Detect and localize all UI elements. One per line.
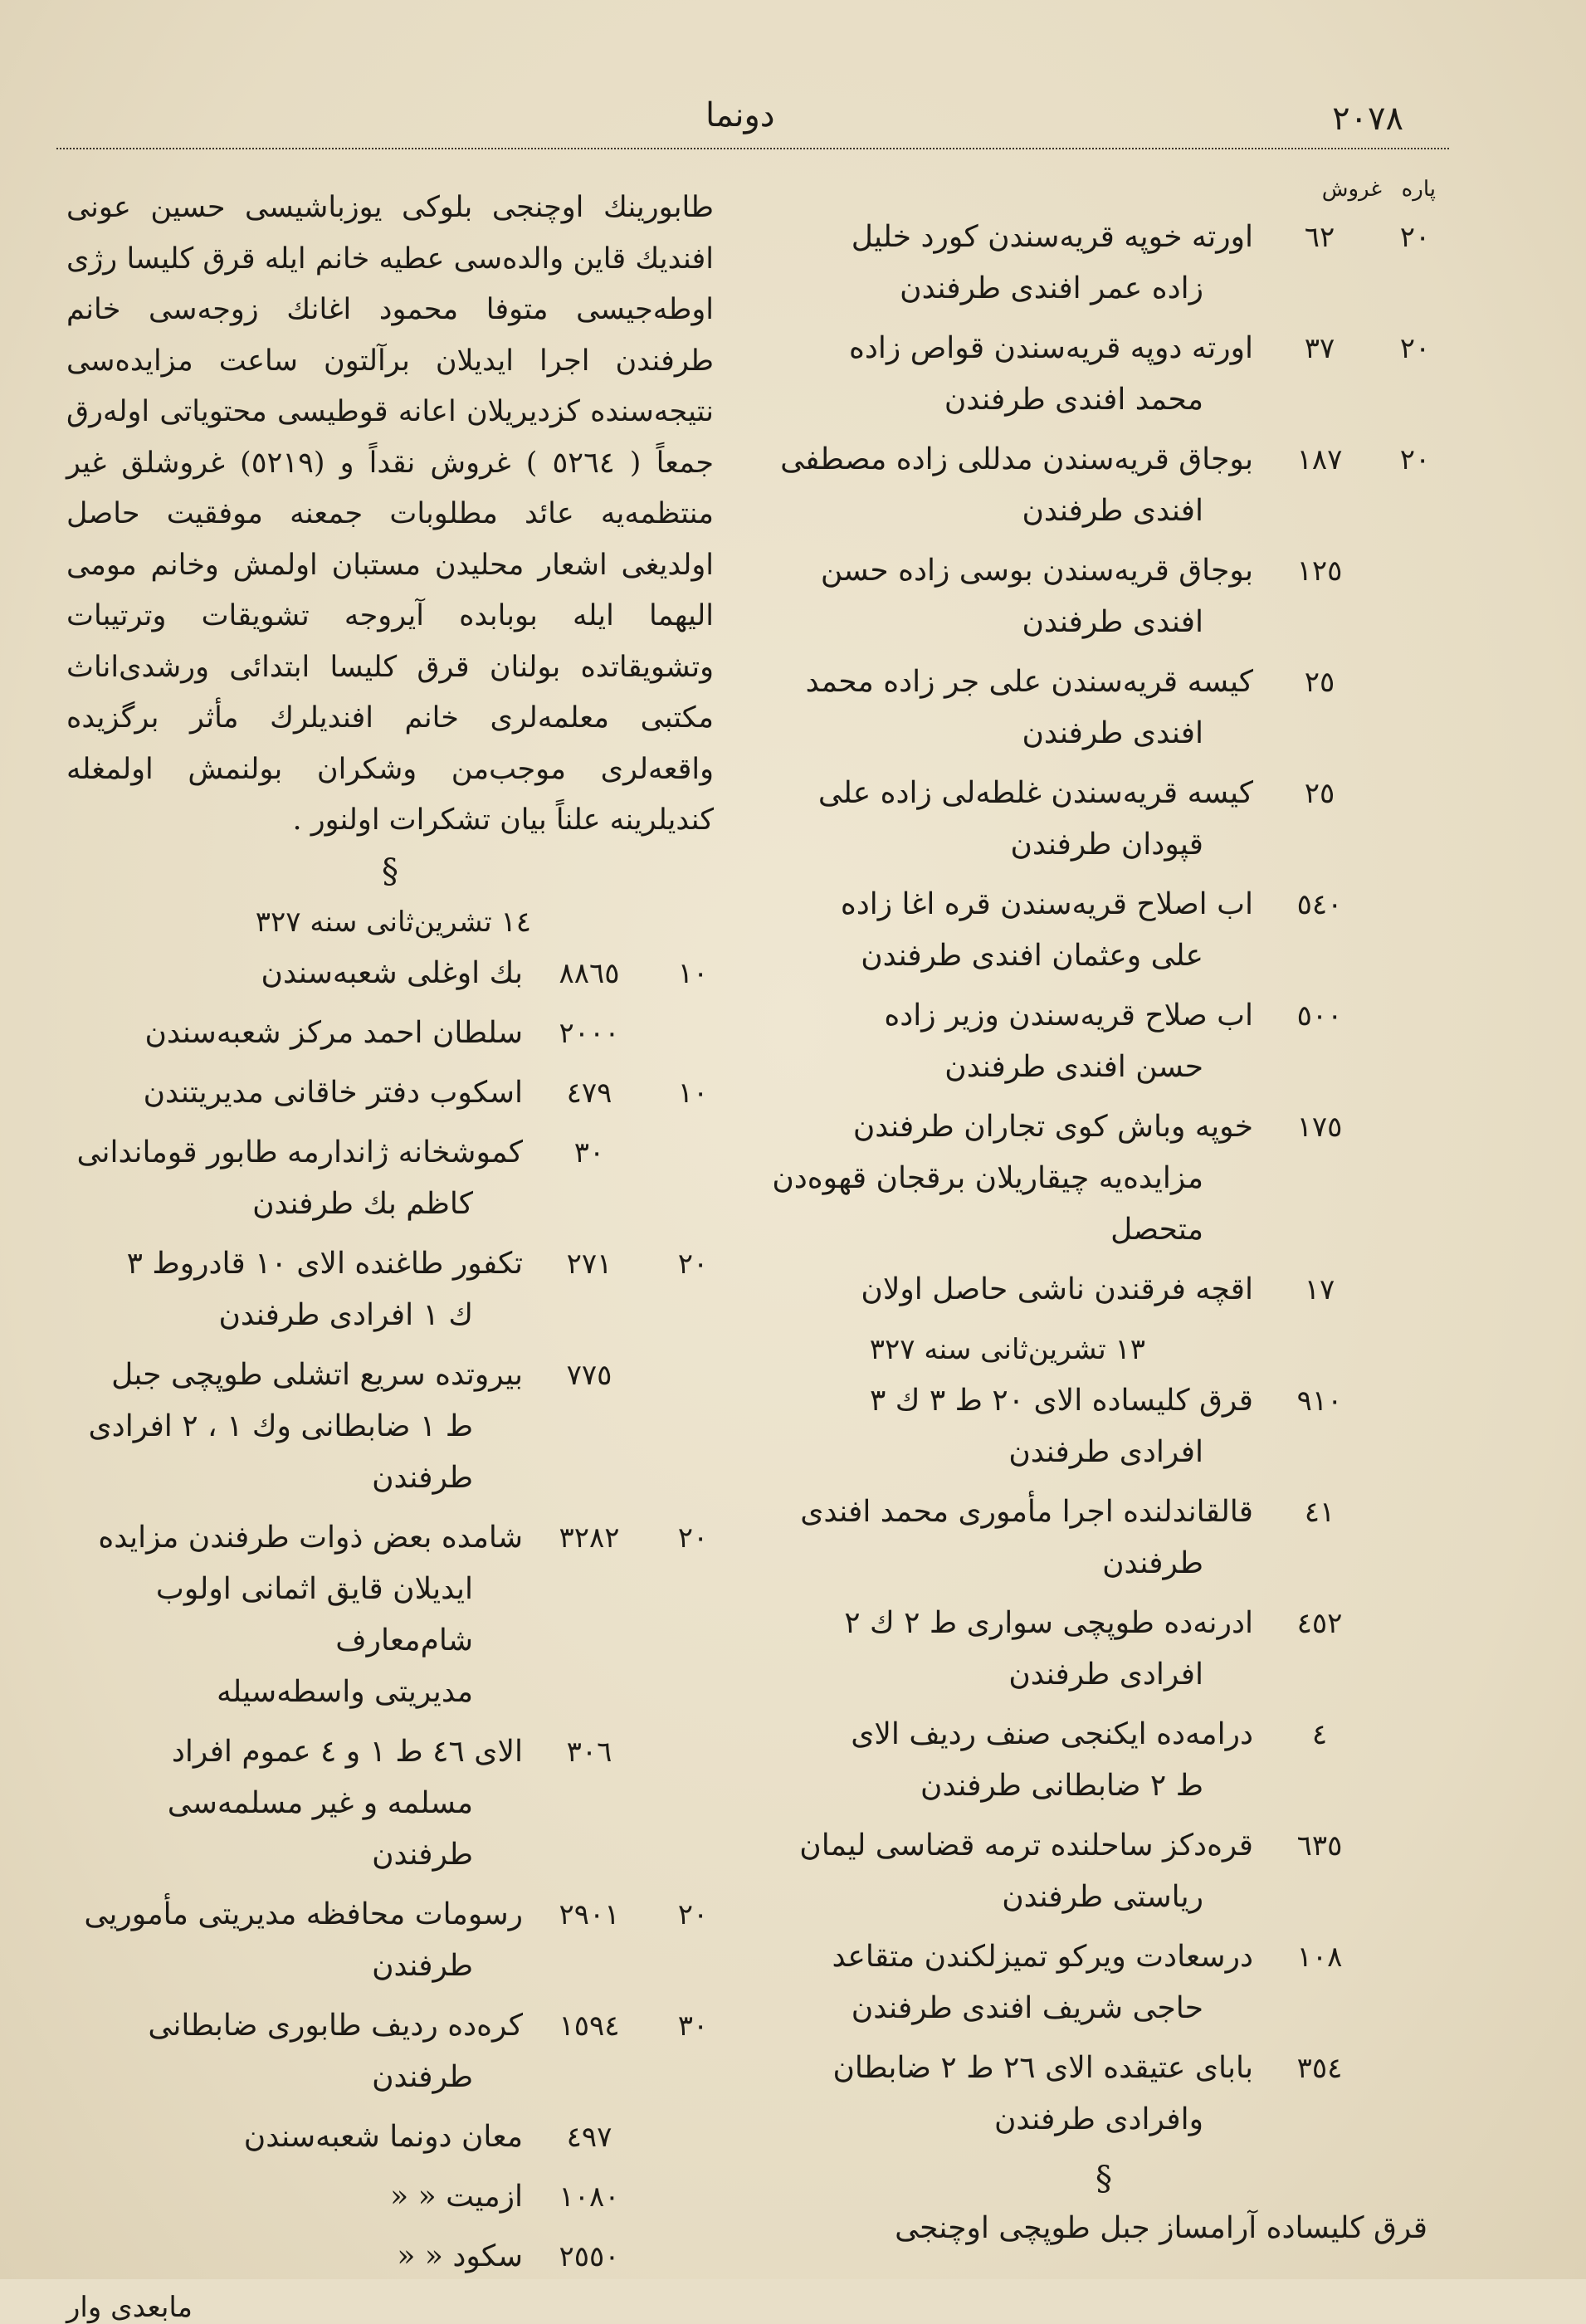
ledger-entry [772, 1101, 1436, 1256]
entry-line: محمد افندی طرفندن [944, 383, 1203, 417]
amount-gurush: ٦٣٥ [1296, 1829, 1343, 1863]
entry-line: افرادی طرفندن [1008, 1435, 1203, 1469]
amount [1270, 2043, 1436, 2094]
amount [1270, 323, 1436, 374]
entry-text [66, 1008, 523, 1059]
entry-line: بك اوغلی شعبه‌سندن [261, 955, 523, 990]
ledger-entry [772, 1931, 1436, 2034]
amount [539, 948, 714, 999]
entry-text [772, 657, 1253, 759]
amount [1270, 879, 1436, 930]
amount-para: ٢٠ [677, 1521, 709, 1555]
amount-gurush: ٤ [1311, 1718, 1328, 1751]
amount-para [672, 2231, 714, 2282]
entry-line: طرفندن [372, 2059, 473, 2094]
amount-para: ١٠ [677, 1076, 709, 1110]
amount-para [1394, 2043, 1436, 2094]
amount-para [672, 1726, 714, 1778]
ledger-entry [772, 212, 1436, 315]
entry-line: افندی طرفندن [1022, 494, 1203, 528]
entry-line: قپودان طرفندن [1010, 828, 1203, 862]
amount-para: ٢٠ [1399, 221, 1431, 254]
ledger-entry [66, 1512, 714, 1718]
ledger-entry [772, 2043, 1436, 2146]
amount-para: ٣٠ [677, 2009, 709, 2043]
amount-gurush: ١٥٩٤ [559, 2009, 620, 2043]
right-entries-2 [772, 1375, 1436, 2146]
entry-line: کیسه قریه‌سندن غلطه‌لی زاده علی [817, 776, 1253, 810]
entry-line: طرفندن [1102, 1546, 1203, 1580]
entry-text [772, 990, 1253, 1093]
amount-para [1394, 657, 1436, 708]
entry-text [772, 323, 1253, 426]
entry-text [772, 1264, 1253, 1316]
amount [1270, 657, 1436, 708]
amount [1270, 768, 1436, 819]
entry-text [772, 768, 1253, 871]
entry-line: قالقاندلنده اجرا مأموری محمد افندی [800, 1495, 1253, 1529]
entry-line: حاجی شریف افندی طرفندن [851, 1991, 1203, 2025]
unit-para: پاره [1401, 177, 1436, 202]
entry-line: ریاستی طرفندن [1002, 1880, 1203, 1914]
ledger-entry [772, 1487, 1436, 1589]
entry-line: طرفندن [372, 1948, 473, 1983]
amount-gurush: ٤٥٢ [1296, 1607, 1343, 1640]
entry-line: افندی طرفندن [1022, 716, 1203, 750]
entry-line: بیروتده سریع اتشلی طوپچی جبل [111, 1357, 523, 1392]
amount-gurush: ١٢٥ [1296, 554, 1343, 588]
ledger-entry [66, 2112, 714, 2163]
entry-line: طرفندن [372, 1460, 473, 1495]
ledger-entry [66, 2000, 714, 2103]
amount-para: ٢٠ [677, 1247, 709, 1281]
page-number: ٢٠٧٨ [1332, 100, 1403, 138]
ledger-entry [66, 2171, 714, 2223]
entry-line: شامده بعض ذوات طرفندن مزایده [98, 1520, 523, 1555]
amount-para [1394, 879, 1436, 930]
amount [1270, 1709, 1436, 1760]
entry-line: سلطان احمد مرکز شعبه‌سندن [144, 1015, 523, 1050]
entry-line: بوجاق قریه‌سندن مدللی زاده مصطفی [780, 442, 1253, 476]
entry-line: افندی طرفندن [1022, 605, 1203, 639]
entry-line: ادرنه‌ده طوپچی سواری ط ٢ ك ٢ [844, 1606, 1253, 1640]
left-entries [66, 948, 714, 2282]
ledger-entry [66, 1127, 714, 1230]
entry-text [772, 434, 1253, 537]
entry-line: اسکوب دفتر خاقانی مدیریتندن [143, 1075, 523, 1110]
entry-line: ازمیت « « [390, 2179, 523, 2214]
amount-para [1394, 768, 1436, 819]
amount-gurush: ٢٩٠١ [559, 1897, 620, 1931]
entry-line: ك ١ افرادی طرفندن [218, 1297, 473, 1332]
entry-text [772, 879, 1253, 982]
amount-gurush: ٤١ [1304, 1496, 1335, 1529]
amount-para [1394, 1264, 1436, 1316]
ledger-entry [772, 1264, 1436, 1316]
entry-line: اورته دوپه قریه‌سندن قواص زاده [849, 331, 1253, 365]
amount [1270, 1375, 1436, 1427]
ledger-entry [772, 1709, 1436, 1812]
amount-para [1394, 990, 1436, 1042]
entry-line: بوجاق قریه‌سندن بوسی زاده حسن [820, 554, 1253, 588]
unit-gurush: غروش [1321, 177, 1382, 202]
entry-text [772, 1487, 1253, 1589]
amount [539, 2112, 714, 2163]
continued-note: مابعدی وار [66, 2290, 193, 2324]
entry-text [66, 2000, 523, 2103]
amount [539, 1127, 714, 1179]
amount-para [672, 1008, 714, 1059]
ledger-entry [772, 545, 1436, 648]
amount-gurush: ٥٠٠ [1296, 999, 1343, 1033]
entry-line: تکفور طاغنده الای ١٠ قادروط ٣ [126, 1246, 523, 1281]
amount-gurush: ٣٢٨٢ [559, 1521, 620, 1555]
entry-text [66, 1067, 523, 1119]
entry-line: کاظم بك طرفندن [252, 1186, 473, 1221]
amount-gurush: ١٨٧ [1296, 443, 1343, 476]
amount [539, 1238, 714, 1290]
amount-gurush: ٨٨٦٥ [559, 956, 620, 990]
entry-line: کموشخانه ژاندارمه طابور قوماندانی [76, 1135, 523, 1169]
amount-para [672, 1127, 714, 1179]
amount-gurush: ٣٥٤ [1296, 2052, 1343, 2085]
amount [1270, 434, 1436, 486]
entry-line: وافرادی طرفندن [993, 2102, 1203, 2136]
amount [539, 2231, 714, 2282]
amount-gurush: ٢٥ [1304, 777, 1335, 810]
amount-gurush: ٢٥٥٠ [559, 2239, 620, 2273]
entry-line: متحصل [1110, 1213, 1203, 1247]
entry-text [66, 1512, 523, 1718]
amount-gurush: ٣٠٦ [566, 1735, 612, 1769]
entry-line: درامه‌ده ایکنجی صنف ردیف الای [851, 1717, 1253, 1751]
amount-gurush: ٧٧٥ [566, 1358, 612, 1392]
entry-text [772, 2043, 1253, 2146]
entry-text [772, 545, 1253, 648]
entry-text [66, 2171, 523, 2223]
amount-para [1394, 1101, 1436, 1153]
ledger-entry [66, 1726, 714, 1881]
amount-para [1394, 1375, 1436, 1427]
entry-text [66, 1238, 523, 1341]
unit-header [772, 170, 1436, 212]
entry-line: اورته خوپه قریه‌سندن کورد خلیل [851, 220, 1253, 254]
entry-text [772, 1820, 1253, 1923]
ledger-entry [772, 768, 1436, 871]
amount-para [1394, 1487, 1436, 1538]
entry-line: افرادی طرفندن [1008, 1658, 1203, 1692]
footer-line: قرق کلیساده آرامساز جبل طوپچی اوچنجی [895, 2211, 1427, 2245]
amount [539, 1067, 714, 1119]
entry-line: قرق کلیساده الای ٢٠ ط ٣ ك ٣ [869, 1384, 1253, 1418]
ledger-entry [66, 1008, 714, 1059]
entry-text [66, 1889, 523, 1992]
amount-gurush: ٦٢ [1304, 221, 1335, 254]
amount-para: ١٠ [677, 956, 709, 990]
entry-line: خوپه وباش کوی تجاران طرفندن [852, 1110, 1253, 1144]
entry-line: علی وعثمان افندی طرفندن [861, 939, 1203, 973]
amount [1270, 212, 1436, 263]
amount-para [1394, 1709, 1436, 1760]
entry-line: حسن افندی طرفندن [944, 1050, 1203, 1084]
amount [539, 1889, 714, 1941]
amount [539, 1350, 714, 1401]
amount [539, 1008, 714, 1059]
amount [1270, 1101, 1436, 1153]
amount [1270, 1487, 1436, 1538]
amount-gurush: ٢٠٠٠ [559, 1016, 620, 1050]
amount-gurush: ٢٥ [1304, 666, 1335, 699]
entry-text [66, 1127, 523, 1230]
amount [539, 1726, 714, 1778]
entry-line: اب صلاح قریه‌سندن وزیر زاده [884, 998, 1253, 1033]
left-date: ١٤ تشرین‌ثانی سنه ٣٢٧ [255, 905, 531, 939]
entry-line: ایدیلان قایق اثمانی اولوب شام‌معارف [155, 1571, 473, 1658]
ledger-entry [66, 1238, 714, 1341]
ledger-entry [66, 1889, 714, 1992]
amount-para [1394, 1931, 1436, 1983]
section-mark: § [1096, 2160, 1112, 2198]
entry-line: قره‌دکز ساحلنده ترمه قضاسی لیمان [799, 1828, 1253, 1863]
amount-para [672, 2112, 714, 2163]
entry-text [66, 1726, 523, 1881]
entry-line: کیسه قریه‌سندن علی جر زاده محمد [805, 665, 1253, 699]
ledger-entry [772, 434, 1436, 537]
entry-line: رسومات محافظه مدیریتی مأموریی [84, 1897, 523, 1931]
amount [539, 2171, 714, 2223]
right-entries [772, 212, 1436, 1316]
amount [539, 1512, 714, 1564]
amount-para [672, 2171, 714, 2223]
amount-gurush: ٤٧٩ [566, 1076, 612, 1110]
entry-line: سکود « « [397, 2239, 523, 2273]
ledger-entry [772, 1820, 1436, 1923]
entry-line: الای ٤٦ ط ١ و ٤ عموم افراد [171, 1734, 523, 1769]
entry-text [772, 1375, 1253, 1478]
section-mark-left: § [382, 852, 398, 891]
amount-para: ٢٠ [677, 1897, 709, 1931]
amount-gurush: ٣٠ [573, 1135, 605, 1169]
right-date: ١٣ تشرین‌ثانی سنه ٣٢٧ [869, 1333, 1145, 1366]
amount-gurush: ١٠٨٠ [559, 2180, 620, 2214]
amount-para [672, 1350, 714, 1401]
ledger-entry [66, 1067, 714, 1119]
ledger-entry [772, 323, 1436, 426]
amount-gurush: ٣٧ [1304, 332, 1335, 365]
amount-para [1394, 1820, 1436, 1872]
ledger-entry [772, 990, 1436, 1093]
right-column [772, 170, 1436, 2253]
amount-para: ٢٠ [1399, 332, 1431, 365]
entry-line: معان دونما شعبه‌سندن [243, 2119, 523, 2154]
amount-gurush: ١٧ [1304, 1273, 1335, 1306]
ledger-entry [772, 1598, 1436, 1701]
amount [1270, 990, 1436, 1042]
notice-paragraph: طابورینك اوچنجی بلوکی یوزباشیسی حسین عونی افندیك قاین والده‌سی عطیه خانم ایله قرق کلیسا رژی اوطه‌جیسی متوفا محمود اغانك زوجه‌سی خانم طرفندن اجرا ایدیلان برآلتون ساعت مزایده‌سی نتیجه‌سنده کزدیریلان اعانه قوطیسی محتویاتی اوله‌رق جمعاً ( ٥٢٦٤ ) غروش نقداً و (٥٢١٩) غروشلق غیر منتظمه‌یه عائد مطلوبات جمعنه موفقیت حاصل اولدیغی اشعار محلیدن مستبان اولمش وخانم مومی الیهما ایله بوبابده آیروجه تشویقات وترتیبات وتشویقاتده بولنان قرق کلیسا ابتدائی ورشدی‌اناث مکتبی معلمه‌لری خانم افندیلرك مأثر برگزیده واقعه‌لری موجب‌من وشکران بولنمش اولمغله کندیلرینه علناً بیان تشکرات اولنور . [66, 191, 714, 837]
header-rule [56, 148, 1449, 149]
amount-para [1394, 545, 1436, 597]
amount-gurush: ١٧٥ [1296, 1111, 1343, 1144]
left-column [66, 183, 714, 2324]
entry-text [772, 1709, 1253, 1812]
entry-line: مزایده‌یه چیقاریلان برقجان قهوه‌دن [772, 1161, 1203, 1195]
entry-line: ط ١ ضابطانی وك ١ ، ٢ افرادی [88, 1409, 473, 1443]
entry-text [66, 2231, 523, 2282]
entry-line: درسعادت ویرکو تمیزلکندن متقاعد [832, 1940, 1253, 1974]
ledger-entry [772, 1375, 1436, 1478]
amount-gurush: ٤٩٧ [566, 2120, 612, 2154]
entry-text [772, 1598, 1253, 1701]
ledger-entry [772, 657, 1436, 759]
entry-text [66, 1350, 523, 1504]
amount [1270, 1931, 1436, 1983]
amount [1270, 1264, 1436, 1316]
amount [1270, 1598, 1436, 1649]
ledger-entry [66, 948, 714, 999]
amount-para [1394, 1598, 1436, 1649]
entry-text [772, 1931, 1253, 2034]
amount-gurush: ٩١٠ [1296, 1384, 1343, 1418]
entry-text [772, 212, 1253, 315]
ledger-entry [66, 2231, 714, 2282]
entry-text [66, 948, 523, 999]
entry-line: مدیریتی واسطه‌سیله [216, 1674, 473, 1709]
amount-gurush: ١٠٨ [1296, 1941, 1343, 1974]
entry-line: بابای عتیقده الای ٢٦ ط ٢ ضابطان [832, 2051, 1253, 2085]
amount [539, 2000, 714, 2052]
entry-line: مسلمه و غیر مسلمه‌سی طرفندن [167, 1785, 473, 1872]
amount-gurush: ٥٤٠ [1296, 888, 1343, 921]
entry-text [772, 1101, 1253, 1256]
entry-line: کره‌ده ردیف طابوری ضابطانی [148, 2008, 523, 2043]
ledger-entry [66, 1350, 714, 1504]
amount [1270, 1820, 1436, 1872]
amount-gurush: ٢٧١ [566, 1247, 612, 1281]
ledger-entry [772, 879, 1436, 982]
entry-line: زاده عمر افندی طرفندن [900, 271, 1203, 305]
entry-text [66, 2112, 523, 2163]
entry-line: ط ٢ ضابطانی طرفندن [920, 1769, 1203, 1803]
entry-line: اب اصلاح قریه‌سندن قره اغا زاده [840, 887, 1253, 921]
page-title: دونما [705, 96, 775, 134]
amount [1270, 545, 1436, 597]
entry-line: اقچه فرقندن ناشی حاصل اولان [861, 1272, 1253, 1306]
amount-para: ٢٠ [1399, 443, 1431, 476]
